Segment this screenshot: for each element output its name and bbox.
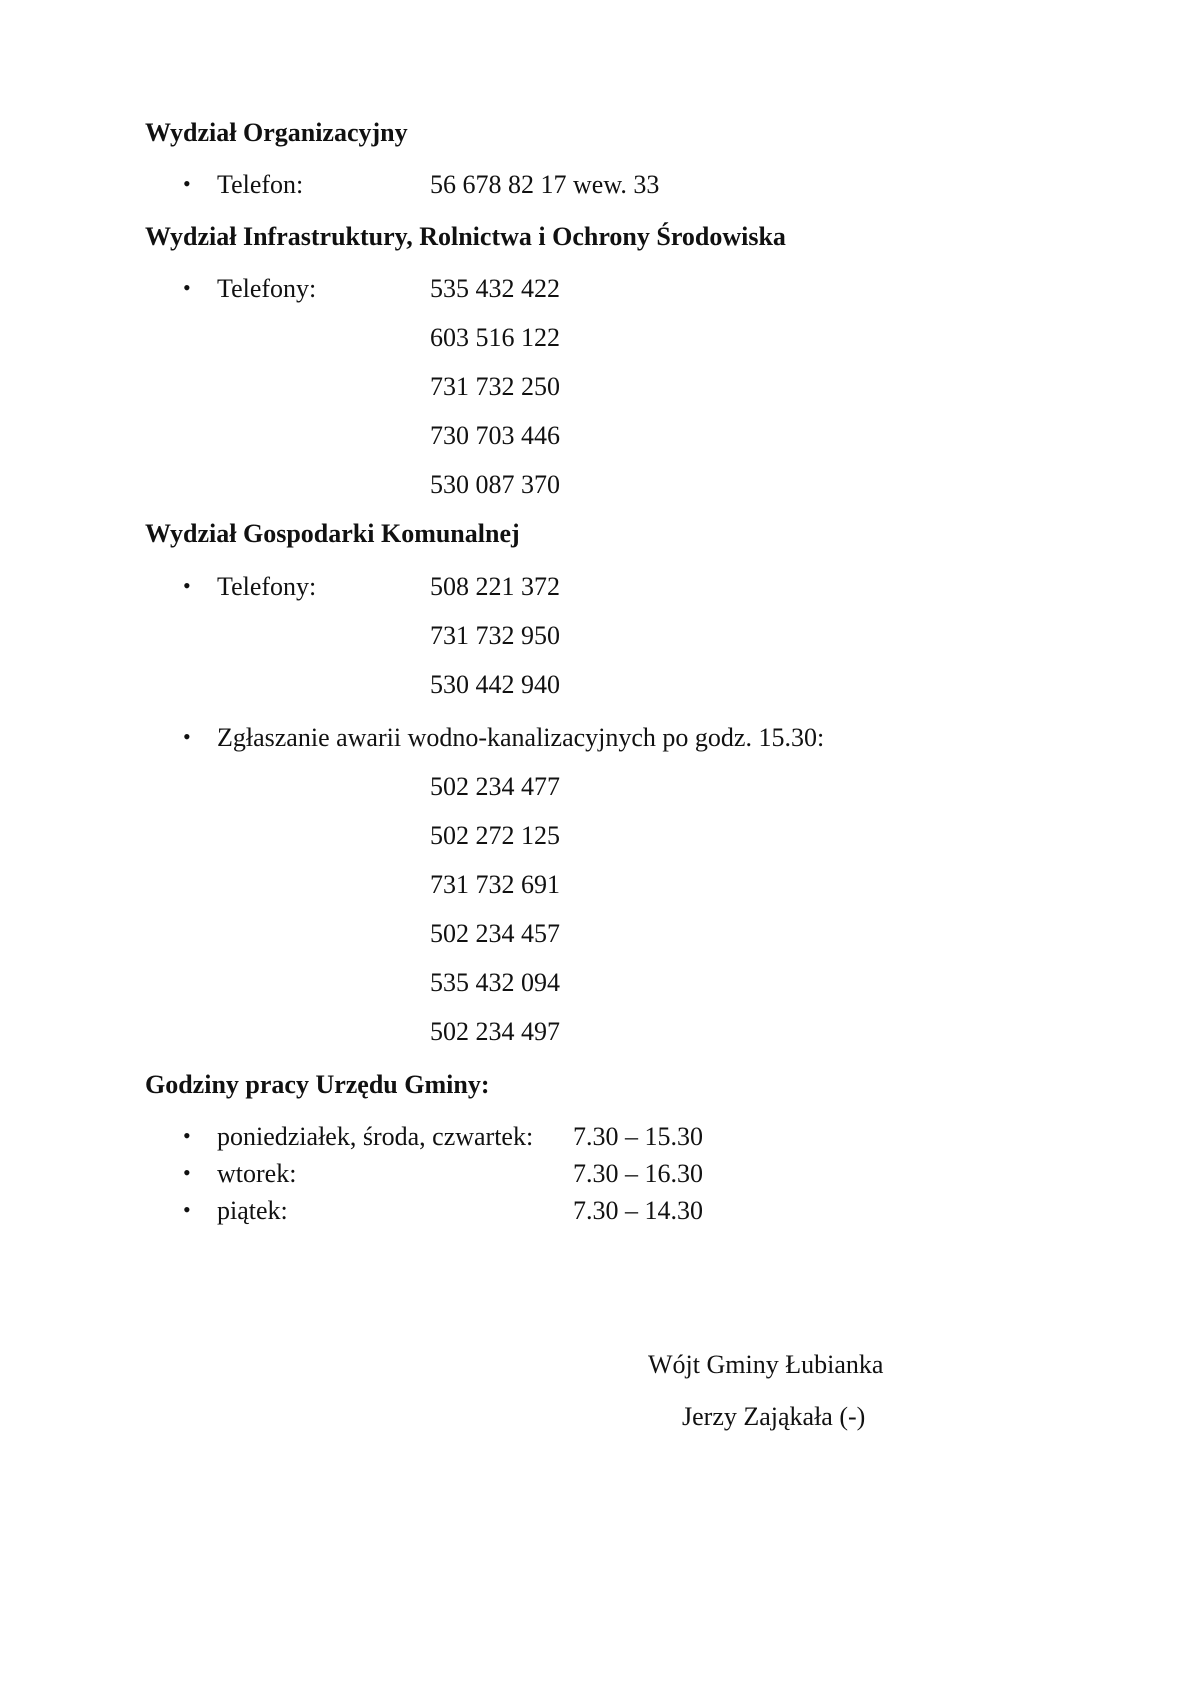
section-heading-gospodarki: Wydział Gospodarki Komunalnej <box>145 519 520 548</box>
phone-label: Telefony: <box>217 572 317 601</box>
hours-day: poniedziałek, środa, czwartek: <box>217 1122 534 1151</box>
bullet-icon: • <box>183 1160 191 1185</box>
phone-number: 731 732 950 <box>430 621 560 650</box>
phone-number: 502 272 125 <box>430 821 560 850</box>
phone-number: 502 234 457 <box>430 919 560 948</box>
bullet-icon: • <box>183 1197 191 1222</box>
bullet-icon: • <box>183 724 191 749</box>
bullet-icon: • <box>183 1123 191 1148</box>
phone-number: 508 221 372 <box>430 572 560 601</box>
phone-number: 535 432 422 <box>430 274 560 303</box>
hours-heading: Godziny pracy Urzędu Gminy: <box>145 1070 490 1099</box>
phone-number: 530 087 370 <box>430 470 560 499</box>
hours-day: wtorek: <box>217 1159 297 1188</box>
hours-time: 7.30 – 15.30 <box>573 1122 703 1151</box>
phone-number: 535 432 094 <box>430 968 560 997</box>
phone-number: 731 732 691 <box>430 870 560 899</box>
hours-day: piątek: <box>217 1196 288 1225</box>
hours-time: 7.30 – 16.30 <box>573 1159 703 1188</box>
section-heading-infrastruktury: Wydział Infrastruktury, Rolnictwa i Ochrony Środowiska <box>145 222 786 251</box>
phone-number: 731 732 250 <box>430 372 560 401</box>
phone-number: 730 703 446 <box>430 421 560 450</box>
bullet-icon: • <box>183 275 191 300</box>
emergency-label: Zgłaszanie awarii wodno-kanalizacyjnych po godz. 15.30: <box>217 723 825 752</box>
phone-label: Telefony: <box>217 274 317 303</box>
phone-number: 603 516 122 <box>430 323 560 352</box>
phone-number: 502 234 497 <box>430 1017 560 1046</box>
bullet-icon: • <box>183 573 191 598</box>
bullet-icon: • <box>183 171 191 196</box>
signature-title: Wójt Gminy Łubianka <box>648 1350 884 1379</box>
phone-number: 56 678 82 17 wew. 33 <box>430 170 660 199</box>
phone-label: Telefon: <box>217 170 304 199</box>
hours-time: 7.30 – 14.30 <box>573 1196 703 1225</box>
phone-number: 502 234 477 <box>430 772 560 801</box>
signature-name: Jerzy Zająkała (-) <box>682 1402 866 1431</box>
section-heading-organizacyjny: Wydział Organizacyjny <box>145 118 408 147</box>
phone-number: 530 442 940 <box>430 670 560 699</box>
